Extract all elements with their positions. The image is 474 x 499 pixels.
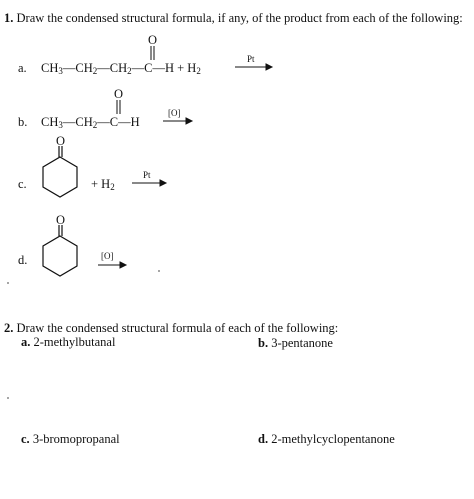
q1a-carbonyl-bond bbox=[151, 46, 154, 60]
q1b-arrow bbox=[163, 118, 192, 124]
q1b-formula: $CH_3—CH_2—C—H$ bbox=[41, 115, 140, 130]
q1c-label: c. bbox=[18, 177, 27, 191]
q2a-item: a. 2-methylbutanal bbox=[21, 335, 116, 349]
q2d-item: d. 2-methylcyclopentanone bbox=[258, 432, 395, 446]
q2-prompt: Draw the condensed structural formula of each of the following: bbox=[16, 321, 339, 335]
q1c-arrow bbox=[132, 180, 166, 186]
q1d-label: d. bbox=[18, 253, 28, 267]
q1c-oxygen: O bbox=[56, 134, 66, 148]
q1b-arrow-label: [O] bbox=[168, 108, 181, 118]
q1a-oxygen: O bbox=[148, 33, 158, 47]
q1b-label: b. bbox=[18, 115, 28, 129]
q1c-arrow-label: Pt bbox=[143, 170, 151, 180]
speck bbox=[7, 397, 9, 399]
q1a-arrow-label: Pt bbox=[247, 54, 255, 64]
q2-number: 2. bbox=[4, 321, 14, 335]
q1d-arrow-label: [O] bbox=[101, 251, 114, 261]
q1a-arrow bbox=[235, 64, 272, 70]
speck bbox=[7, 282, 9, 284]
q1d-oxygen: O bbox=[56, 213, 66, 227]
q1b-oxygen: O bbox=[114, 87, 124, 101]
q1d-arrow bbox=[98, 262, 126, 268]
q2b-item: b. 3-pentanone bbox=[258, 336, 333, 350]
q2-header bbox=[4, 321, 338, 336]
q1d-cyclohexanone-ring bbox=[43, 225, 77, 276]
q1-number: 1. bbox=[4, 11, 14, 25]
q1c-cyclohexanone-ring bbox=[43, 146, 77, 197]
q1c-reagent: + $H_2$ bbox=[91, 177, 115, 192]
q1-prompt: Draw the condensed structural formula, if any, of the product from each of the following: bbox=[16, 11, 463, 25]
q1-header bbox=[4, 11, 463, 26]
q2c-item: c. 3-bromopropanal bbox=[21, 432, 120, 446]
q1b-carbonyl-bond bbox=[117, 100, 120, 114]
speck bbox=[158, 270, 160, 272]
q1a-label: a. bbox=[18, 61, 27, 75]
q1a-formula: $CH_3—CH_2—CH_2—C—H + H_2$ bbox=[41, 61, 201, 76]
